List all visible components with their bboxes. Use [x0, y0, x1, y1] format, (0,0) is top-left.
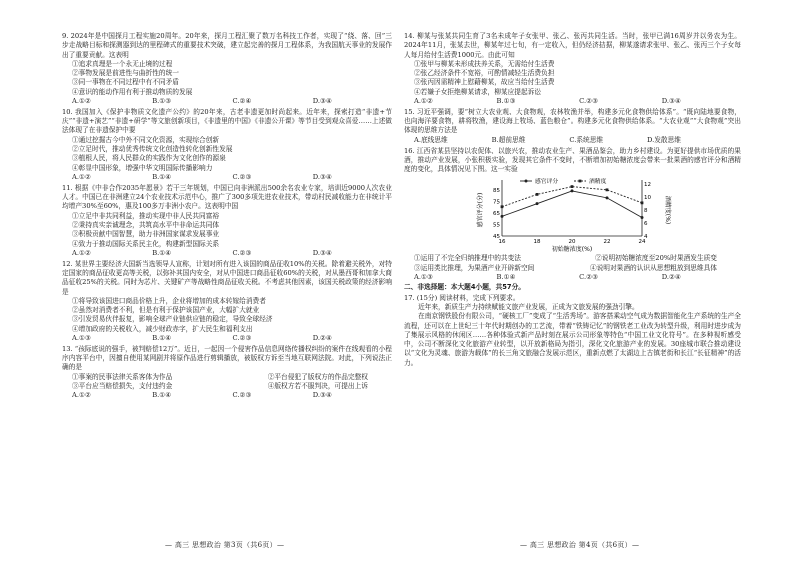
question-stem: 13. “孩际底说的强手，被判赔偿12万”。近日，一起因一个侵害作品信息网络传播权纠纷的案件在线观看的小程序内容平台中，因擅自使用某网剧并将原作品进行剪辑播放，被版权方诉至当地互联网法院。对此，下列说法正确的是	[62, 344, 392, 372]
answer-b[interactable]: B.①④	[152, 248, 172, 257]
option-4: ④彰显中国形象，增强中华文明国际传播影响力	[72, 163, 213, 172]
answer-b[interactable]: B.①③	[152, 97, 172, 106]
question-stem: 11. 根据《中非合作2035年愿景》若干三年规划，中国已向非洲派出500余名农业专家，培训近9000人次农业人才。中国已在非洲建立24个农业技术示范中心，推广了300多项先进农业技术，带动村民减收能力在非统计平均增产30%至60%，惠及100多万非洲小农户。这表明中国	[62, 183, 392, 211]
option-3: ③平台应当赔偿损失，支付违约金	[72, 381, 173, 390]
legend-marker-sensory-score	[525, 180, 528, 183]
question-14	[404, 32, 741, 106]
answer-c[interactable]: C.②③	[232, 334, 252, 342]
option-4: ④若嫌子女拒绝柳某请求，柳某应提起诉讼	[414, 87, 542, 96]
answer-a[interactable]: A.①②	[72, 172, 91, 181]
right-column	[404, 32, 741, 368]
y-right-axis-label: 酒精度(%)	[664, 196, 671, 225]
data-point-alcohol	[641, 202, 644, 205]
option-4: ④增加政府的关税收入，减少财政赤字，扩大民生和福利支出	[72, 324, 253, 333]
legend-label-alcohol: 酒精度	[589, 179, 607, 186]
answer-c[interactable]: C.②③	[579, 273, 599, 282]
y-right-tick-label: 10	[644, 195, 651, 202]
answer-c[interactable]: C.②③	[232, 172, 252, 181]
data-point-sensory-score	[501, 215, 504, 218]
data-point-sensory-score	[571, 190, 574, 193]
answer-d[interactable]: D.③④	[312, 172, 332, 181]
option-1: ①事案的民事法律关系客体为作品	[72, 372, 173, 381]
question-10	[62, 108, 392, 182]
option-3: ③张丙因需精神上慰藉柳某，故应当给付生活费	[414, 78, 555, 87]
question-stem: 10. 我国加入《保护非物质文化遗产公约》的20年来，古老非遗更加时尚起来。近年来，探索打造“非遗+节庆”“非遗+演艺”“非遗+研学”等文旅创新项目，《非遗里的中国》《非遗公开课》等节目受到观众喜爱……上述做法体现了在非遗保护中要	[62, 107, 392, 135]
data-point-alcohol	[501, 206, 504, 209]
section-title: 二、非选择题：本大题4小题，共57分。	[404, 283, 525, 292]
option-2: ②说明初始糖浓度至20%时果酒发生质变	[595, 254, 717, 263]
passage-paragraph: 在南京钢铁股份有限公司，“硬核工厂”变成了“生活秀场”。游客搭乘动空气成为数据智能化生产系统的生产全流程，还可以在上世纪三十年代时期创办的工艺流，带着“铁铸记忆”的钢铁老工业改为转型升级，利用时进步成为了集展示风格的休闲区……各种体验式新产品时刻在展示公司形象等特色“中国工业文化符号”。在多种视听感受中，公司不断深化文化旅游产业转型，以开放新格局为指引，深化文化旅游产业的发展。30座城市联合推动建设以“文化为灵魂、旅游为载体”的长三角文旅融合发展示范区，重新点燃了太湖边上古镇老街和长江“长征精神”的活力。	[404, 312, 741, 367]
page-footer-right: — 高三 思想政治 第4页（共6页）—	[520, 541, 640, 549]
option-2: ②事物发展是前进性与曲折性的统一	[72, 69, 179, 78]
chart-svg	[474, 174, 674, 254]
data-point-sensory-score	[606, 197, 609, 200]
question-stem: 9. 2024年是中国探月工程实施20周年。20年来，探月工程汇聚了数万名科技工作者，实现了“绕、落、回”三步走战略目标和探测器到达的里程碑式的重要技术突破，建立起完善的探月工程体系，为我国航天事业的发展作出了重要贡献。这表明	[62, 32, 392, 59]
question-stem: 16. 江西省某县坚持以农促体、以旅兴农，推动农业生产、果酒品鉴会，助力乡村建设。为更好提供市场优质的果酒，推动产业发展，小张积极实验，发现其它条件不变时，不断增加初始糖浓度会带来一批果酒的感官评分和酒精度的变化，具体情况见下图。这一实验	[404, 146, 741, 174]
answer-c[interactable]: C.系统思维	[569, 135, 604, 144]
answer-c[interactable]: C.②④	[232, 97, 252, 106]
data-point-alcohol	[536, 193, 539, 196]
answer-a[interactable]: A.①③	[414, 273, 433, 282]
answer-b[interactable]: B.①④	[152, 334, 172, 342]
y-left-tick-label: 85	[493, 188, 500, 195]
option-4: ④版权方若不服判决，可提出上诉	[267, 381, 368, 390]
option-4: ④意识的能动作用有利于推动物质的发展	[72, 87, 193, 96]
option-1: ①运用了不完全归纳推理中的共变法	[414, 254, 521, 263]
x-tick-label: 16	[498, 239, 506, 246]
legend-marker-alcohol	[579, 180, 582, 183]
y-left-axis-label: 感官评分(分)	[477, 193, 484, 228]
y-right-tick-label: 8	[644, 208, 648, 215]
answer-choices	[404, 97, 741, 106]
x-tick-label: 24	[638, 239, 646, 246]
y-left-tick-label: 45	[493, 234, 500, 241]
answer-b[interactable]: B.①④	[496, 273, 516, 282]
option-2: ②秉持真实亲诚理念，共筑高水平中非命运共同体	[72, 220, 220, 229]
option-4: ④说明对果酒的认识从思想粗放到思维具体	[589, 263, 717, 272]
answer-a[interactable]: A.底线思维	[414, 135, 448, 144]
option-2: ②虽然对消费者不利，但是有利于保护该国产业，大幅扩大就业	[72, 306, 260, 315]
question-stem: 12. 某世界主要经济大国新当选领导人宣称，计划对所有进入该国的商品征收10%的关税。除着避关税外，对特定国家的商品征收更高等关税，以弥补其国内安全，对从中国进口商品征收60%的关税，对从墨西哥和加拿大商品征收25%的关税。同时为芯片、关键矿产等战略性商品征收关税。不考虑其他因素，该国关税政策的经济影响是	[62, 259, 392, 296]
option-2: ②平台侵犯了版权方的作品完整权	[267, 372, 368, 381]
x-tick-label: 22	[603, 239, 611, 246]
answer-c[interactable]: C.②③	[579, 97, 599, 106]
question-stem: 15. 习近平强调，要“树立大农业观、大食物观，农林牧渔并举，构建多元化食物供给体系”。“既向陆地要食物，也向海洋要食物，耕将牧渔，建设海上牧场、蓝色粮仓”。构建多元化食物供给体系。“大农业观”“大食物观”突出体现的思维方法是	[404, 107, 741, 135]
answer-d[interactable]: D.②④	[661, 273, 681, 282]
answer-b[interactable]: B.①④	[152, 391, 172, 400]
option-row	[404, 254, 741, 263]
answer-a[interactable]: A.①②	[72, 248, 91, 257]
question-9	[62, 32, 392, 106]
option-3: ③同一事物在不同过程中有不同矛盾	[72, 78, 179, 87]
option-3: ③引发贸易伙伴报复，影响全球产业链供应链的稳定，导致全球经济	[72, 315, 273, 324]
option-row	[62, 382, 392, 391]
data-point-alcohol	[606, 189, 609, 192]
answer-choices	[62, 173, 392, 182]
option-3: ③植根人民，将人民群众的实践作为文化创作的源泉	[72, 154, 226, 163]
answer-a[interactable]: A.①③	[72, 334, 91, 342]
option-4: ④致力于推动国际关系民主化，构建新型国际关系	[72, 239, 220, 248]
y-left-tick-label: 65	[493, 211, 500, 218]
option-1: ①追求真理是一个永无止境的过程	[72, 59, 173, 68]
option-1: ①张甲与柳某未形成扶养关系，无需给付生活费	[414, 59, 555, 68]
answer-d[interactable]: D.发散思维	[647, 135, 681, 144]
legend-label-sensory-score: 感官评分	[535, 179, 559, 186]
option-row	[404, 264, 741, 273]
question-13	[62, 345, 392, 401]
y-right-tick-label: 12	[644, 182, 651, 189]
answer-d[interactable]: D.③④	[312, 391, 332, 400]
answer-choices	[62, 334, 392, 343]
question-11	[62, 184, 392, 258]
option-2: ②张乙经济条件不宽裕，可酌情减轻生活费负担	[414, 69, 555, 78]
option-1: ①立足中非共同利益，推动实现中非人民共同富裕	[72, 211, 220, 220]
answer-a[interactable]: A.①②	[72, 391, 91, 400]
question-stem: 14. 柳某与张某共同生育了3名未成年子女张甲、张乙、张丙共同生活。当时，张甲已满16周岁并以务农为生。2024年11月，张某去世，柳某年过七旬，有一定收入，但仍经济拮据，柳某遂请求张甲、张乙、张丙三个子女每人每月给付生活费1000元。由此可知	[404, 32, 741, 59]
answer-b[interactable]: B.①③	[496, 97, 516, 106]
answer-c[interactable]: C.②③	[232, 391, 252, 400]
answer-a[interactable]: A.①②	[414, 97, 433, 106]
answer-choices	[62, 249, 392, 258]
x-tick-label: 20	[568, 239, 576, 246]
answer-b[interactable]: B.①④	[152, 172, 172, 181]
option-2: ②立足时代，推动优秀传统文化创造性转化创新性发展	[72, 145, 233, 154]
page-footer-left: — 高三 思想政治 第3页（共6页）—	[165, 541, 285, 549]
option-3: ③积极贡献中国智慧，助力非洲国家谋求发展事业	[72, 230, 220, 239]
data-point-sensory-score	[641, 216, 644, 219]
x-tick-label: 18	[533, 239, 541, 246]
answer-choices	[62, 97, 392, 106]
y-left-tick-label: 75	[493, 199, 500, 206]
answer-a[interactable]: A.①②	[72, 97, 91, 106]
question-17-heading: 17. (15分) 阅读材料，完成下列要求。	[404, 293, 520, 302]
answer-d[interactable]: D.③④	[312, 97, 332, 106]
y-right-tick-label: 6	[644, 221, 648, 228]
answer-d[interactable]: D.③④	[312, 248, 332, 257]
option-1: ①通过挖掘古今中外不同文化资源，实现综合创新	[72, 135, 220, 144]
option-row	[62, 373, 392, 382]
answer-b[interactable]: B.超前思维	[491, 135, 526, 144]
option-3: ③运用类比推理，为果酒产业开辟新空间	[414, 263, 535, 272]
x-axis-label: 初始糖浓度(%)	[551, 246, 593, 254]
y-right-tick-label: 4	[644, 234, 648, 241]
left-column	[62, 32, 392, 401]
data-point-sensory-score	[536, 203, 539, 206]
passage-paragraph: 近年来，新质生产力持续赋能文旅产业发展，正成为文旅发展的强劲引擎。	[418, 302, 639, 311]
answer-choices	[62, 391, 392, 400]
question-12	[62, 260, 392, 344]
question-15	[404, 108, 741, 145]
question-16	[404, 147, 741, 283]
option-1: ①将导致该国进口商品价格上升，企业将增加的成本转嫁给消费者	[72, 296, 266, 305]
answer-choices	[404, 136, 741, 145]
y-left-tick-label: 55	[493, 222, 500, 229]
sugar-concentration-chart	[474, 174, 741, 254]
answer-choices	[404, 273, 741, 282]
answer-d[interactable]: D.③④	[661, 97, 681, 106]
data-point-alcohol	[571, 186, 574, 189]
reading-passage	[404, 303, 741, 368]
answer-c[interactable]: C.②③	[232, 248, 252, 257]
answer-d[interactable]: D.②④	[312, 334, 332, 342]
